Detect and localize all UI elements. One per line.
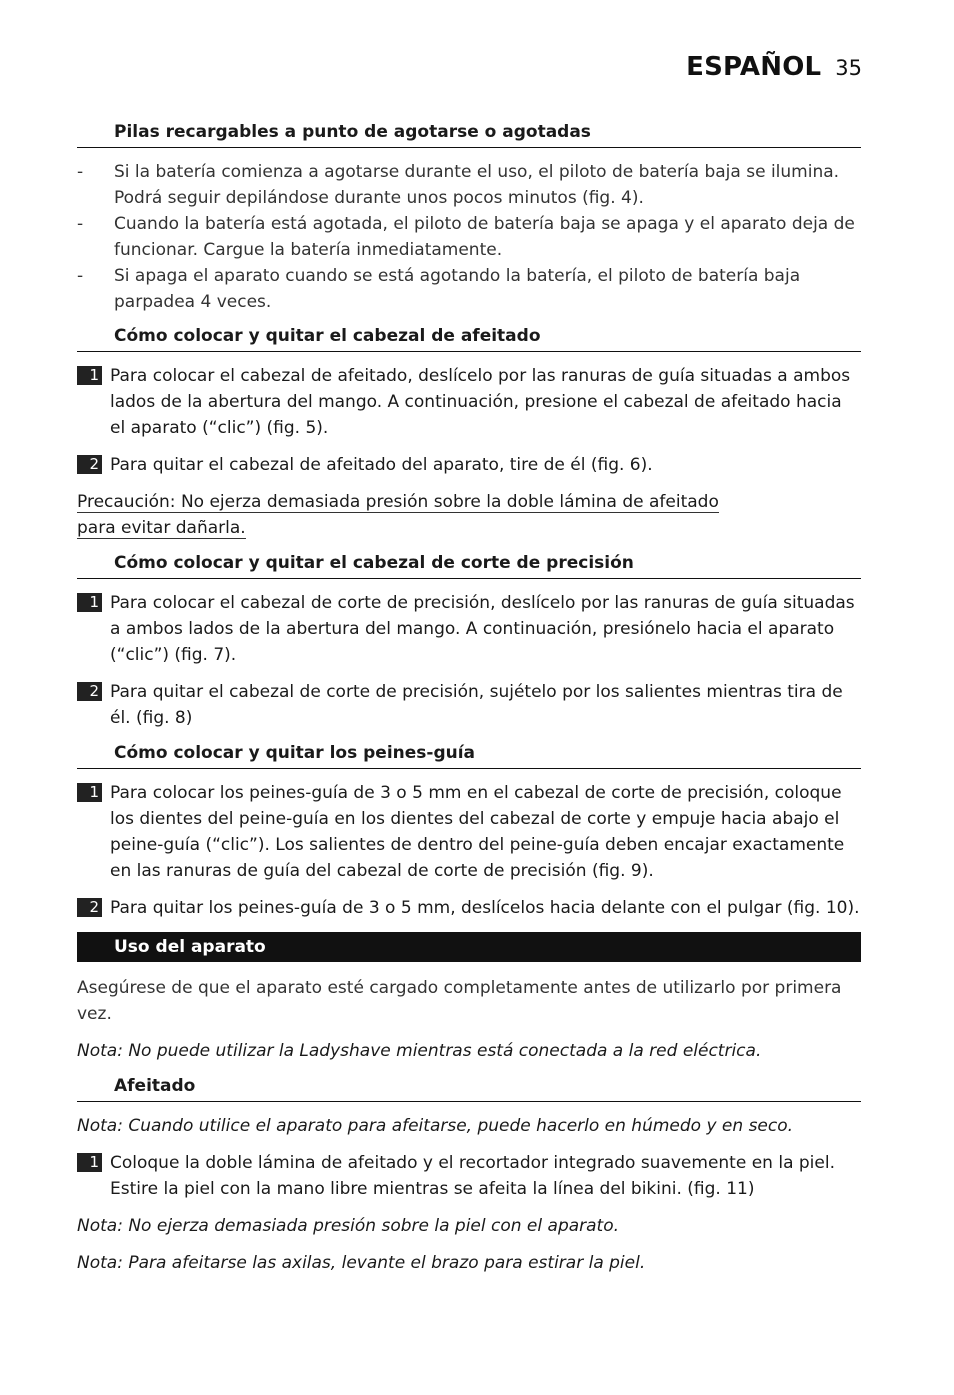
step-number-badge: 1 [77,1153,102,1172]
page-content [77,121,861,1287]
step-number-badge: 2 [77,455,102,474]
caution-text: Precaución: No ejerza demasiada presión sobre la doble lámina de afeitado para evitar dañarla. [77,492,719,538]
step-text: Para quitar el cabezal de corte de precisión, sujételo por los salientes mientras tira de él. (fig. 8) [110,682,843,728]
list-item [77,211,861,263]
step-text: Para colocar los peines-guía de 3 o 5 mm en el cabezal de corte de precisión, coloque los dientes del peine-guía en los dientes del cabezal de corte y empuje hacia abajo el peine-guía (“clic”). Los salientes de dentro del peine-guía deben encajar exactamente en las ranuras de guía del cabezal de corte de precisión (fig. 9). [110,783,845,881]
section-heading-batteries: Pilas recargables a punto de agotarse o agotadas [77,121,861,148]
step-item [77,1150,861,1202]
dash-marker: - [77,266,84,286]
shaving-note-pressure: Nota: No ejerza demasiada presión sobre la piel con el aparato. [77,1216,620,1236]
step-item [77,363,861,441]
shaving-note-wet-dry: Nota: Cuando utilice el aparato para afeitarse, puede hacerlo en húmedo y en seco. [77,1116,794,1136]
dash-marker: - [77,162,84,182]
step-item [77,452,861,478]
battery-bullet-list [77,159,861,315]
language-title: ESPAÑOL [686,52,822,82]
page-number: 35 [835,56,862,80]
shaving-note-armpits: Nota: Para afeitarse las axilas, levante el brazo para estirar la piel. [77,1253,646,1273]
list-item-text: Si la batería comienza a agotarse durante el uso, el piloto de batería baja se ilumina. Podrá seguir depilándose durante unos pocos minutos (fig. 4). [114,162,840,208]
caution-note [77,489,749,541]
section-heading-precision-head: Cómo colocar y quitar el cabezal de corte de precisión [77,552,861,579]
section-heading-shaving-head: Cómo colocar y quitar el cabezal de afeitado [77,325,861,352]
usage-intro: Asegúrese de que el aparato esté cargado completamente antes de utilizarlo por primera vez. [77,978,842,1024]
list-item-text: Si apaga el aparato cuando se está agotando la batería, el piloto de batería baja parpadea 4 veces. [114,266,801,312]
usage-note: Nota: No puede utilizar la Ladyshave mientras está conectada a la red eléctrica. [77,1041,762,1061]
dash-marker: - [77,214,84,234]
step-text: Para quitar el cabezal de afeitado del aparato, tire de él (fig. 6). [110,455,653,475]
step-item [77,780,861,884]
step-text: Para colocar el cabezal de afeitado, deslícelo por las ranuras de guía situadas a ambos lados de la abertura del mango. A continuación, presione el cabezal de afeitado hacia el aparato (“clic”) (fig. 5). [110,366,851,438]
page-header [686,52,862,82]
section-heading-combs: Cómo colocar y quitar los peines-guía [77,742,861,769]
step-text: Para colocar el cabezal de corte de precisión, deslícelo por las ranuras de guía situadas a ambos lados de la abertura del mango. A continuación, presiónelo hacia el aparato (“clic”) (fig. 7). [110,593,855,665]
step-number-badge: 1 [77,593,102,612]
section-heading-usage: Uso del aparato [77,932,861,962]
list-item [77,263,861,315]
section-heading-shaving: Afeitado [77,1075,861,1102]
step-number-badge: 2 [77,898,102,917]
list-item-text: Cuando la batería está agotada, el piloto de batería baja se apaga y el aparato deja de funcionar. Cargue la batería inmediatamente. [114,214,855,260]
step-number-badge: 1 [77,366,102,385]
step-item [77,590,861,668]
step-number-badge: 2 [77,682,102,701]
step-text: Para quitar los peines-guía de 3 o 5 mm, deslícelos hacia delante con el pulgar (fig. 10). [110,898,860,918]
step-item [77,679,861,731]
list-item [77,159,861,211]
step-item [77,895,861,921]
step-text: Coloque la doble lámina de afeitado y el recortador integrado suavemente en la piel. Estire la piel con la mano libre mientras se afeita la línea del bikini. (fig. 11) [110,1153,835,1199]
step-number-badge: 1 [77,783,102,802]
